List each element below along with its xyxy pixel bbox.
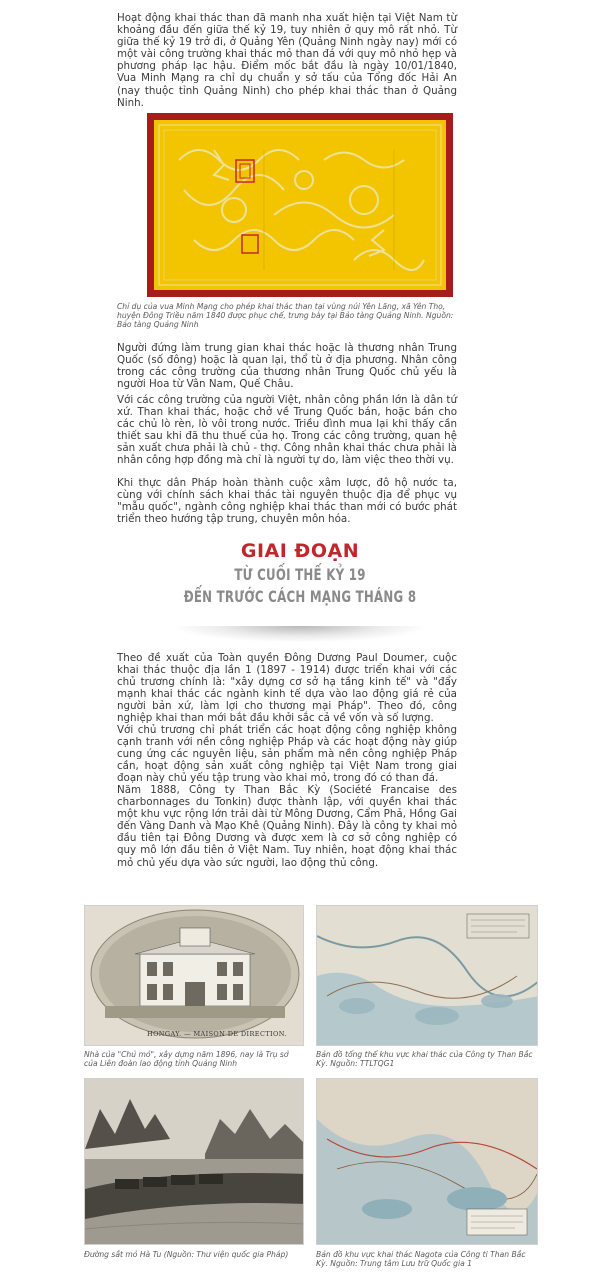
decree-caption: Chỉ dụ của vua Minh Mạng cho phép khai thác than tại vùng núi Yên Lãng, xã Yên Thọ, huyện Đông Triều năm 1840 được phục chế, trưng bày tại Bảo tàng Quảng Ninh. Nguồn: Bảo tàng Quảng Ninh: [117, 302, 454, 329]
heading-line-1: GIAI ĐOẠN: [240, 540, 360, 562]
paragraph-industrial-policy: Với chủ trương chỉ phát triển các hoạt động công nghiệp không cạnh tranh với nền công nghiệp Pháp và các hoạt động này giúp cung ứng các nguyên liệu, sản phẩm mà nền công nghiệp Pháp cần, hoạt động sản xuất công nghiệp tại Việt Nam trong giai đoạn này chủ yếu tập trung vào khai mỏ, trong đó có than đá.: [117, 724, 457, 785]
house-illustration: [85, 906, 304, 1046]
decree-image: [147, 113, 453, 297]
railway-illustration: [85, 1079, 304, 1245]
photo-ha-tu-railway: [84, 1078, 304, 1245]
heading-line-2: TỪ CUỐI THẾ KỶ 19: [234, 565, 366, 584]
caption-director-house: Nhà của "Chủ mỏ", xây dựng năm 1896, nay là Trụ sở của Liên đoàn lao động tỉnh Quảng Ninh: [84, 1050, 289, 1068]
photo-inscription: HONGAY. — MAISON DE DIRECTION.: [147, 1030, 287, 1038]
map-illustration: [317, 906, 538, 1046]
caption-overall-map: Bản đồ tổng thể khu vực khai thác của Công ty Than Bắc Kỳ. Nguồn: TTLTQG1: [316, 1050, 533, 1068]
decree-ornament: [154, 120, 446, 290]
paragraph-paul-doumer: Theo đề xuất của Toàn quyền Đông Dương Paul Doumer, cuộc khai thác thuộc địa lần 1 (1897 - 1914) được triển khai với các chủ trương chính là: "xây dựng cơ sở hạ tầng kinh tế" và "đẩy mạnh khai thác các ngành kinh tế dựa vào lao động giá rẻ của người bản xứ, làm lợi cho thương mại Pháp". Theo đó, công nghiệp khai than mới bắt đầu khởi sắc cả về vốn và số lượng.: [117, 652, 457, 725]
photo-director-house: [84, 905, 304, 1046]
nagota-map-illustration: [317, 1079, 538, 1245]
photo-overall-map: [316, 905, 538, 1046]
paragraph-vietnamese-sites: Với các công trường của người Việt, nhân công phần lớn là dân tứ xứ. Than khai thác, hoặc chở về Trung Quốc bán, hoặc bán cho các chủ lò rèn, lò vôi trong nước. Triều đình mua lại khi thấy cần thiết sau khi đã thu thuế của họ. Trong các công trường, quan hệ sản xuất chưa phải là chủ - thợ. Công nhân khai thác chưa phải là nhân công hợp đồng mà chỉ là người tự do, làm việc theo thời vụ.: [117, 394, 457, 467]
intro-paragraph: Hoạt động khai thác than đã manh nha xuất hiện tại Việt Nam từ khoảng đầu đến giữa thế kỷ 19, tuy nhiên ở quy mô rất nhỏ. Từ giữa thế kỷ 19 trở đi, ở Quảng Yên (Quảng Ninh ngày nay) mới có một vài công trường khai thác mỏ than đá với quy mô nhỏ hẹp và phương pháp lạc hậu. Điểm mốc bắt đầu là ngày 10/01/1840, Vua Minh Mạng ra chỉ dụ chuẩn y sở tấu của Tổng đốc Hải An (nay thuộc tỉnh Quảng Ninh) cho phép khai thác than ở Quảng Ninh.: [117, 12, 457, 109]
photo-nagota-map: [316, 1078, 538, 1245]
caption-nagota-map: Bản đồ khu vực khai thác Nagota của Công ti Than Bắc Kỳ. Nguồn: Trung tâm Lưu trữ Quốc gia 1: [316, 1250, 526, 1268]
heading-shadow-divider: [175, 626, 425, 642]
decree-paper: [154, 120, 446, 290]
paragraph-tonkin-company: Năm 1888, Công ty Than Bắc Kỳ (Société Francaise des charbonnages du Tonkin) được thành lập, với quyền khai thác một khu vực rộng lớn trải dài từ Mông Dương, Cẩm Phả, Hồng Gai đến Vàng Danh và Mạo Khê (Quảng Ninh). Đây là công ty khai mỏ đầu tiên tại Đông Dương và được xem là cơ sở công nghiệp có quy mô lớn đầu tiên ở Việt Nam. Tuy nhiên, hoạt động khai thác mỏ chủ yếu dựa vào sức người, lao động thủ công.: [117, 784, 457, 869]
heading-line-3: ĐẾN TRƯỚC CÁCH MẠNG THÁNG 8: [183, 587, 417, 606]
section-heading: [0, 540, 600, 606]
paragraph-intermediaries: Người đứng làm trung gian khai thác hoặc là thương nhân Trung Quốc (số đông) hoặc là quan lại, thổ tù ở địa phương. Nhân công trong các công trường của thương nhân Trung Quốc chủ yếu là người Hoa từ Vân Nam, Quế Châu.: [117, 342, 457, 391]
caption-ha-tu-railway: Đường sắt mỏ Hà Tu (Nguồn: Thư viện quốc gia Pháp): [84, 1250, 289, 1259]
paragraph-french-colonization: Khi thực dân Pháp hoàn thành cuộc xâm lược, đô hộ nước ta, cùng với chính sách khai thác tài nguyên thuộc địa để phục vụ "mẫu quốc", ngành công nghiệp khai thác than mới có bước phát triển theo hướng tập trung, chuyên môn hóa.: [117, 477, 457, 526]
